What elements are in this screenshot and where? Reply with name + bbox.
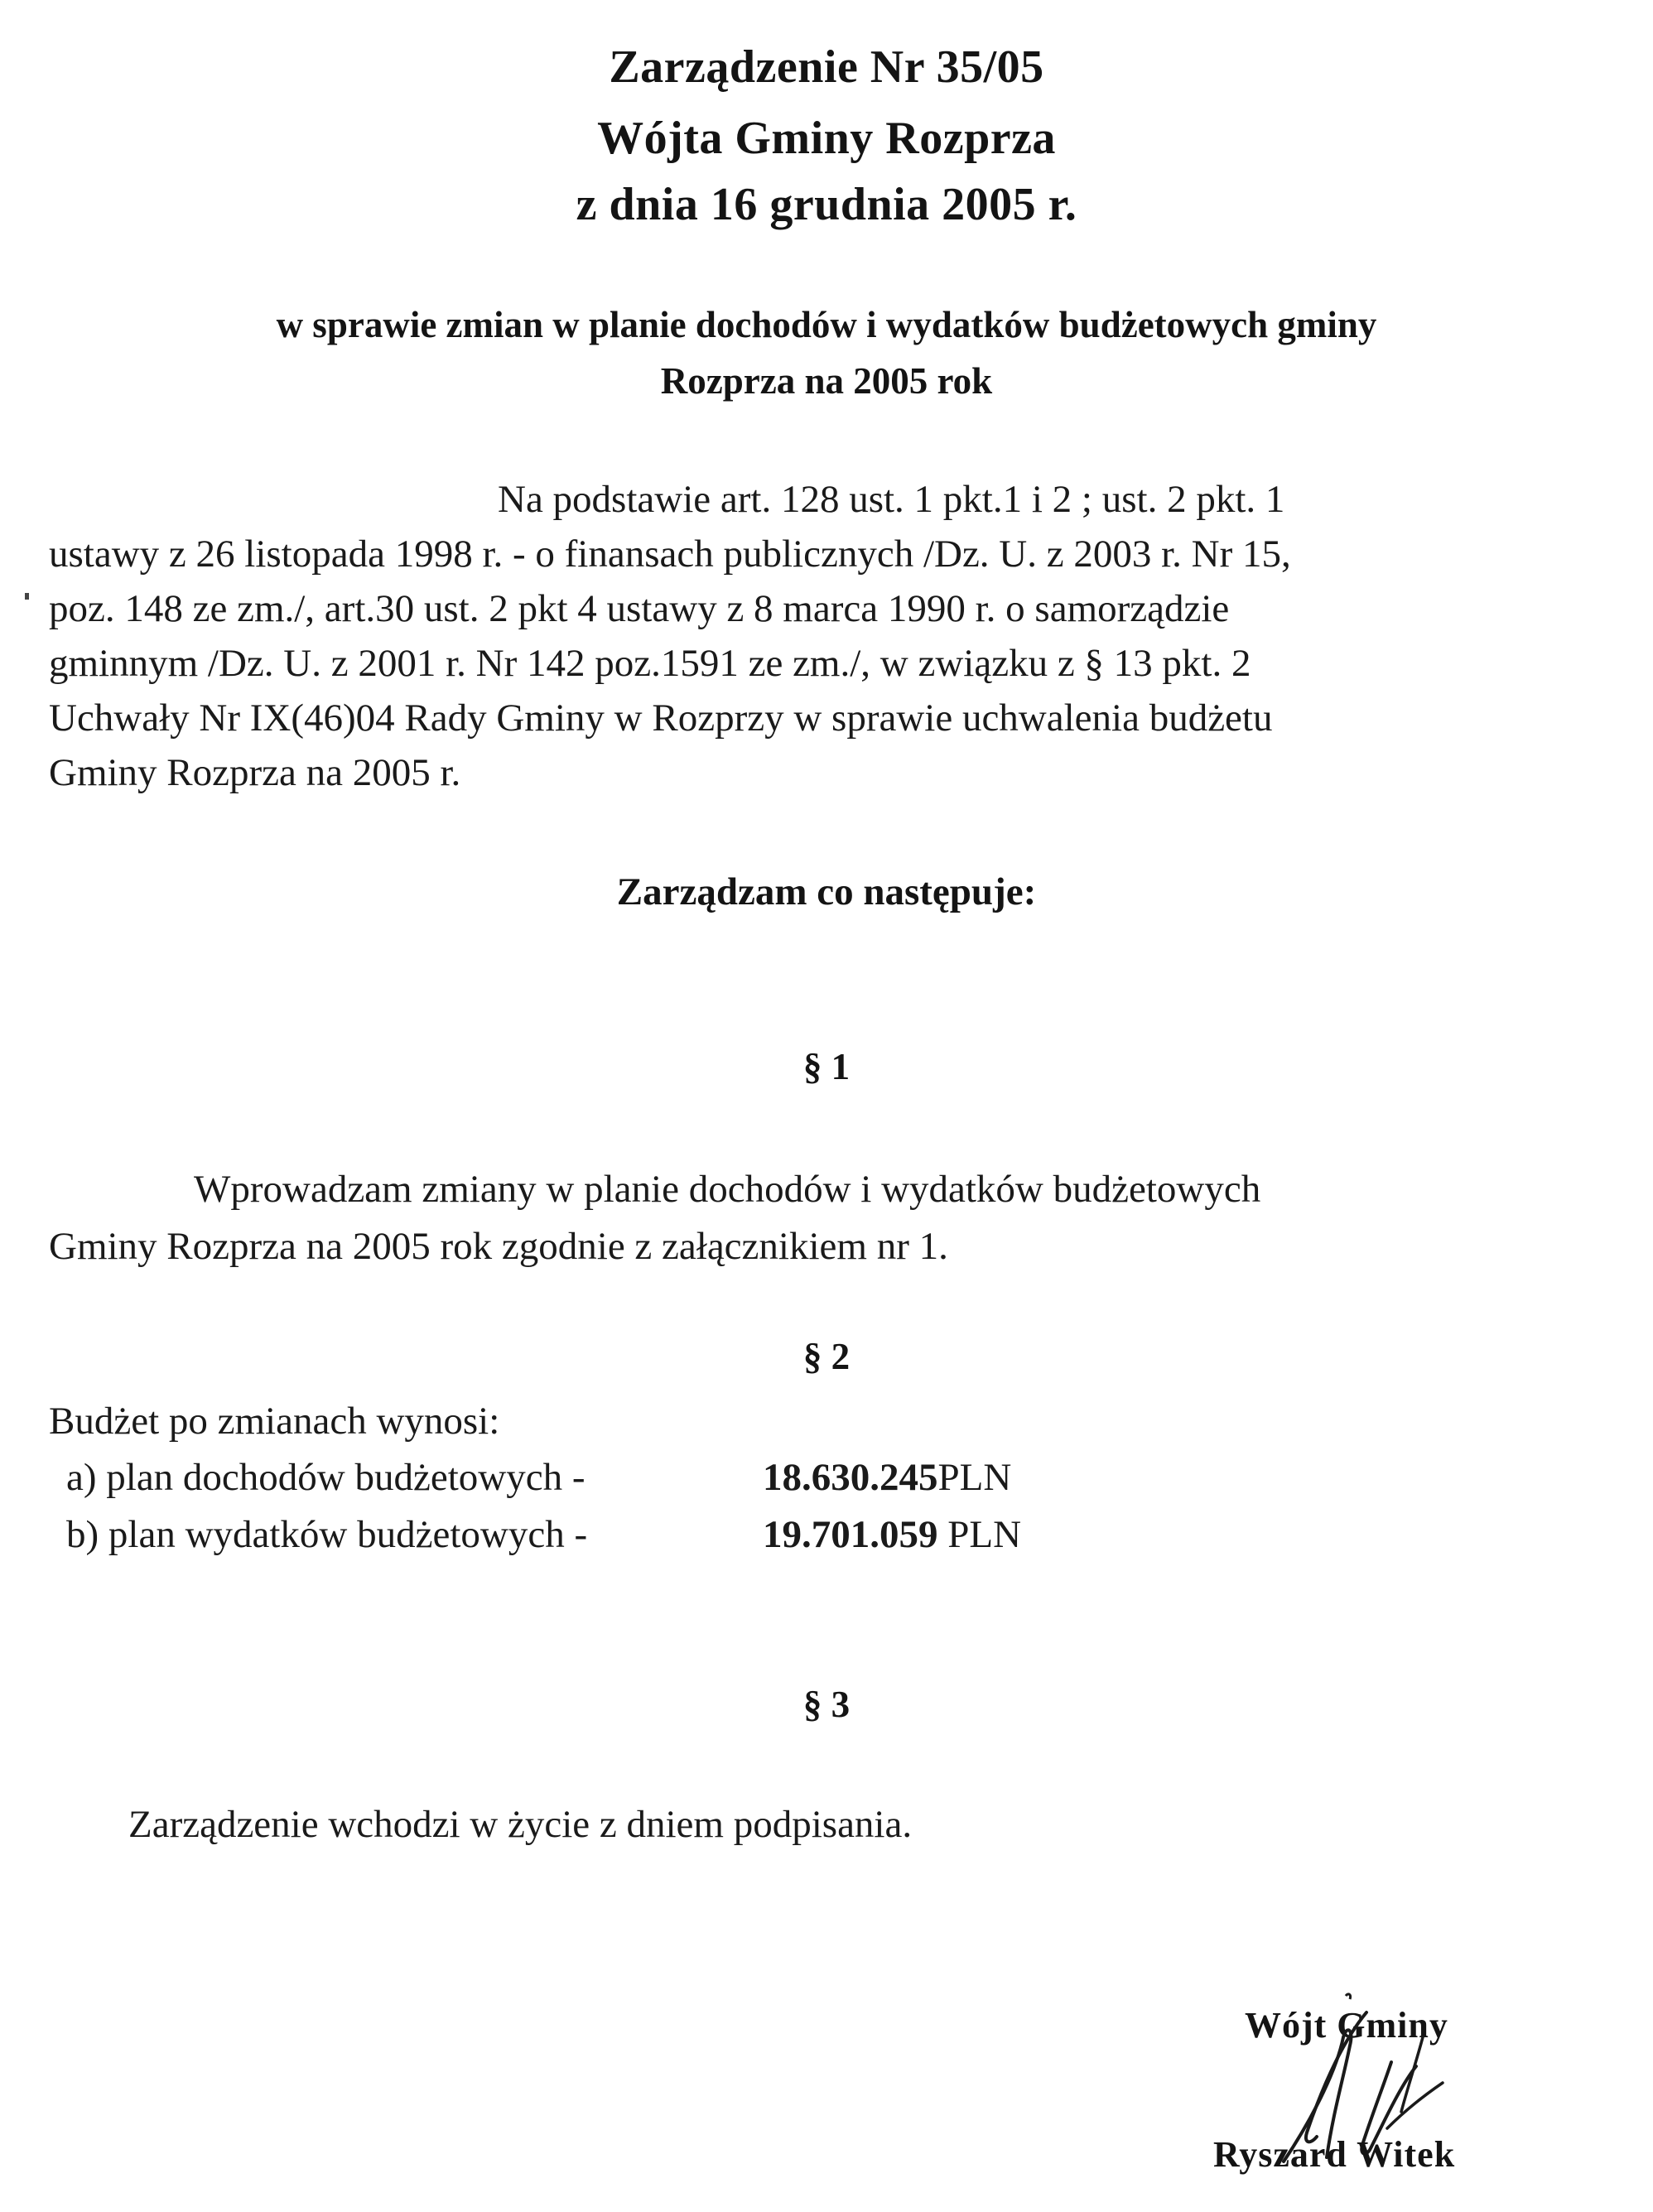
budget-intro: Budżet po zmianach wynosi: — [49, 1400, 500, 1443]
section-2-mark: § 2 — [802, 1336, 851, 1377]
section-1-line: Gminy Rozprza na 2005 rok zgodnie z załącznikiem nr 1. — [49, 1225, 948, 1268]
section-1-line: Wprowadzam zmiany w planie dochodów i wydatków budżetowych — [194, 1168, 1261, 1211]
preamble-line: ustawy z 26 listopada 1998 r. - o finansach publicznych /Dz. U. z 2003 r. Nr 15, — [49, 533, 1291, 576]
subject-line-2: Rozprza na 2005 rok — [660, 360, 993, 402]
expense-plan-amount: 19.701.059 — [763, 1513, 938, 1556]
signatory-name: Ryszard Witek — [1213, 2134, 1456, 2175]
section-3-mark: § 3 — [802, 1684, 851, 1725]
preamble-line: Uchwały Nr IX(46)04 Rady Gminy w Rozprzy w sprawie uchwalenia budżetu — [49, 696, 1273, 740]
signature-title: Wójt Gminy — [1245, 2005, 1448, 2046]
document-title-line-2: Wójta Gminy Rozprza — [597, 113, 1056, 164]
ordering-clause: Zarządzam co następuje: — [616, 870, 1037, 913]
preamble-line: poz. 148 ze zm./, art.30 ust. 2 pkt 4 ustawy z 8 marca 1990 r. o samorządzie — [49, 587, 1230, 630]
preamble-line: gminnym /Dz. U. z 2001 r. Nr 142 poz.1591 ze zm./, w związku z § 13 pkt. 2 — [49, 642, 1251, 685]
expense-plan-label: b) plan wydatków budżetowych - — [66, 1513, 588, 1556]
income-plan-currency: PLN — [937, 1456, 1012, 1499]
preamble-line: Gminy Rozprza na 2005 r. — [49, 751, 461, 794]
document-title-line-3: z dnia 16 grudnia 2005 r. — [576, 179, 1077, 230]
expense-plan-currency: PLN — [937, 1513, 1022, 1556]
preamble-line: Na podstawie art. 128 ust. 1 pkt.1 i 2 ; ust. 2 pkt. 1 — [498, 478, 1285, 521]
income-plan-amount: 18.630.245 — [763, 1456, 938, 1499]
income-plan-label: a) plan dochodów budżetowych - — [66, 1456, 586, 1499]
document-title-line-1: Zarządzenie Nr 35/05 — [609, 41, 1044, 93]
subject-line-1: w sprawie zmian w planie dochodów i wydatków budżetowych gminy — [276, 304, 1377, 345]
section-3-line: Zarządzenie wchodzi w życie z dniem podpisania. — [128, 1803, 913, 1846]
section-1-mark: § 1 — [802, 1046, 851, 1087]
